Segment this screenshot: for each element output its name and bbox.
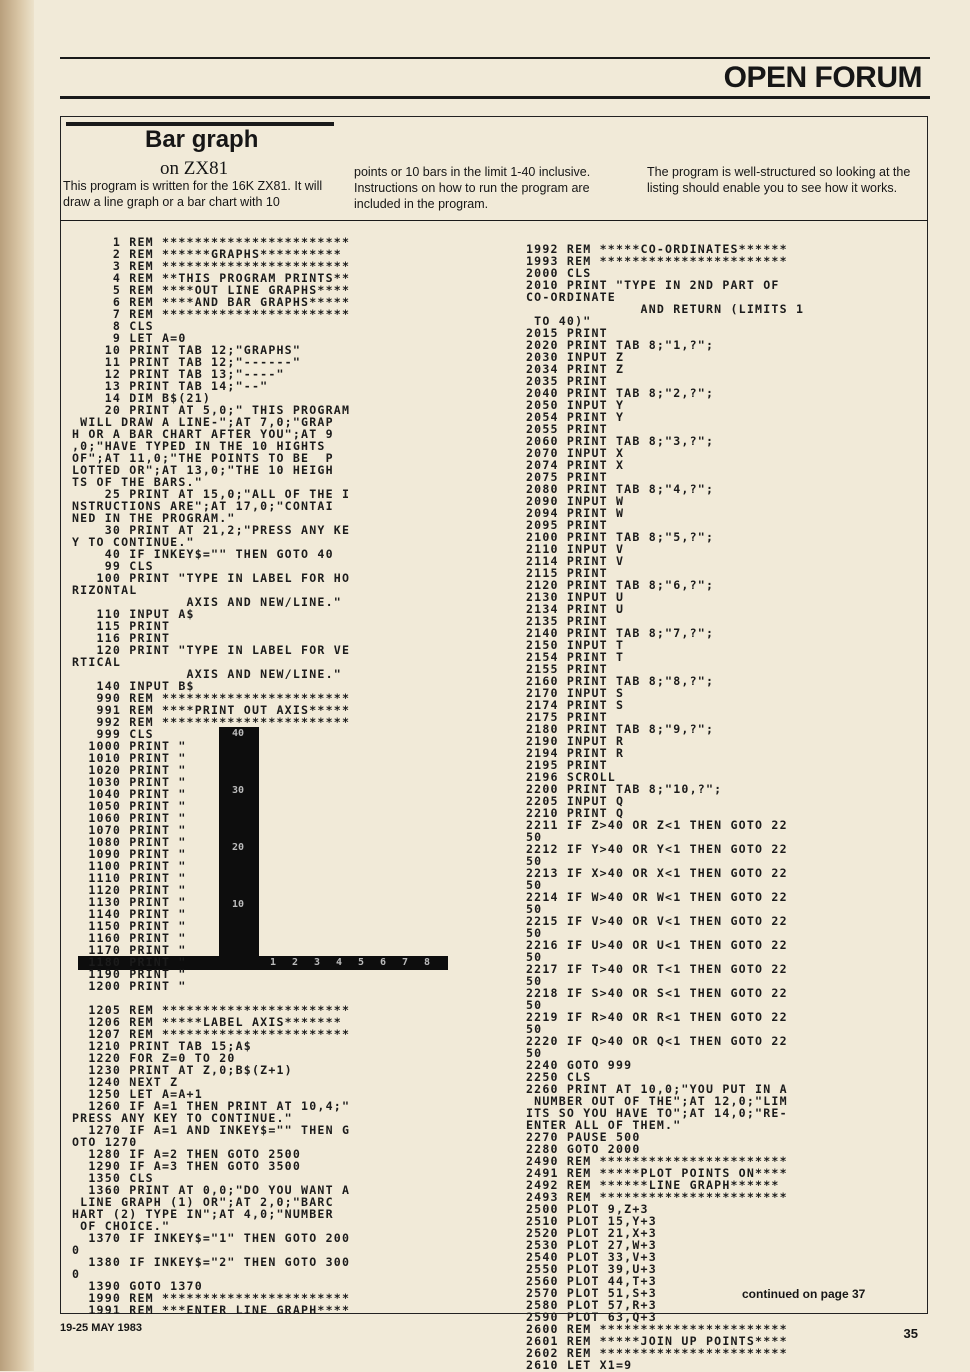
listing-left-line: 1270 IF A=1 AND INKEY$="" THEN G [72, 1123, 351, 1137]
axis-scale-30: 30 [232, 785, 245, 796]
listing-left-line: HART (2) TYPE IN";AT 4,0;"NUMBER [72, 1207, 334, 1221]
listing-right-line: 2196 SCROLL [526, 770, 616, 784]
listing-left-line: 1230 PRINT AT Z,0;B$(Z+1) [72, 1063, 293, 1077]
listing-right-line: 2060 PRINT TAB 8;"3,?"; [526, 434, 715, 448]
axis-x-label-6: 6 [380, 957, 387, 968]
listing-right-line: 50 [526, 950, 543, 964]
listing-right-line: 2075 PRINT [526, 470, 608, 484]
listing-right-line: 2130 INPUT U [526, 590, 625, 604]
listing-right-line: 2600 REM *********************** [526, 1322, 788, 1336]
listing-left-line: 991 REM ****PRINT OUT AXIS***** [72, 703, 351, 717]
program-listing-left [72, 236, 350, 1316]
listing-right-line: ITS SO YOU HAVE TO";AT 14,0;"RE- [526, 1106, 788, 1120]
listing-right-line: 2180 PRINT TAB 8;"9,?"; [526, 722, 715, 736]
listing-left-line: 1100 PRINT " [72, 859, 187, 873]
listing-left-line: TS OF THE BARS." [72, 475, 203, 489]
listing-left-line: 1200 PRINT " [72, 979, 187, 993]
listing-left-line: 1990 REM *********************** [72, 1291, 351, 1305]
listing-left-line: 1207 REM *********************** [72, 1027, 351, 1041]
listing-right-line: 50 [526, 854, 543, 868]
listing-left-line: 5 REM ****OUT LINE GRAPHS**** [72, 283, 351, 297]
listing-right-line: 2140 PRINT TAB 8;"7,?"; [526, 626, 715, 640]
listing-divider [60, 220, 928, 221]
listing-right-line: 2055 PRINT [526, 422, 608, 436]
listing-left-line: 1150 PRINT " [72, 919, 187, 933]
listing-right-line: 2218 IF S>40 OR S<1 THEN GOTO 22 [526, 986, 788, 1000]
listing-right-line: 2602 REM *********************** [526, 1346, 788, 1360]
listing-left-line: 1 REM *********************** [72, 235, 351, 249]
listing-left-line: 140 INPUT B$ [72, 679, 195, 693]
listing-right-line: 2270 PAUSE 500 [526, 1130, 641, 1144]
listing-right-line: 2580 PLOT 57,R+3 [526, 1298, 657, 1312]
listing-left-line: 999 CLS [72, 727, 154, 741]
listing-right-line: 2490 REM *********************** [526, 1154, 788, 1168]
listing-right-line: 2570 PLOT 51,S+3 [526, 1286, 657, 1300]
listing-left-line: PRESS ANY KEY TO CONTINUE." [72, 1111, 293, 1125]
listing-left-line: 1290 IF A=3 THEN GOTO 3500 [72, 1159, 302, 1173]
listing-right-line: 2210 PRINT Q [526, 806, 625, 820]
listing-right-line: 50 [526, 830, 543, 844]
axis-scale-10: 10 [232, 899, 245, 910]
listing-right-line: 2154 PRINT T [526, 650, 625, 664]
listing-left-line: 1206 REM *****LABEL AXIS******* [72, 1015, 342, 1029]
listing-right-line: 2074 PRINT X [526, 458, 625, 472]
listing-right-line: 2160 PRINT TAB 8;"8,?"; [526, 674, 715, 688]
axis-x-label-7: 7 [402, 957, 409, 968]
header-rule-top [60, 57, 930, 59]
intro-column-3: The program is well-structured so looking at the listing should enable you to see how it works. [647, 165, 911, 195]
listing-left-line: 1010 PRINT " [72, 751, 187, 765]
listing-left-line: OTO 1270 [72, 1135, 138, 1149]
axis-x-label-1: 1 [270, 957, 277, 968]
listing-left-line: 14 DIM B$(21) [72, 391, 212, 405]
listing-right-line: 2492 REM ******LINE GRAPH****** [526, 1178, 780, 1192]
listing-left-line: 1260 IF A=1 THEN PRINT AT 10,4;" [72, 1099, 351, 1113]
article-title: Bar graph [145, 126, 259, 153]
axis-x-label-3: 3 [314, 957, 321, 968]
listing-left-line: 1390 GOTO 1370 [72, 1279, 203, 1293]
listing-right-line: 2135 PRINT [526, 614, 608, 628]
listing-left-line: 1020 PRINT " [72, 763, 187, 777]
listing-right-line: 2000 CLS [526, 266, 592, 280]
listing-right-line: 2090 INPUT W [526, 494, 625, 508]
listing-left-line: 7 REM *********************** [72, 307, 351, 321]
listing-left-line: OF CHOICE." [72, 1219, 171, 1233]
issue-date: 19-25 MAY 1983 [60, 1322, 142, 1334]
listing-left-line: ,0;"HAVE TYPED IN THE 10 HIGHTS [72, 439, 326, 453]
listing-right-line: 2211 IF Z>40 OR Z<1 THEN GOTO 22 [526, 818, 788, 832]
listing-left-line: 0 [72, 1267, 81, 1281]
listing-left-line: 1350 CLS [72, 1171, 154, 1185]
listing-left-line: 990 REM *********************** [72, 691, 351, 705]
listing-right-line: NUMBER OUT OF THE";AT 12,0;"LIM [526, 1094, 788, 1108]
listing-left-line: 1110 PRINT " [72, 871, 187, 885]
listing-right-line: 2050 INPUT Y [526, 398, 625, 412]
listing-left-line: NSTRUCTIONS ARE";AT 17,0;"CONTAI [72, 499, 334, 513]
listing-left-line: 1170 PRINT " [72, 943, 187, 957]
continued-note: continued on page 37 [742, 1287, 866, 1301]
listing-right-line: 2170 INPUT S [526, 686, 625, 700]
listing-left-line: 1040 PRINT " [72, 787, 187, 801]
page-spine-shadow [0, 0, 34, 1371]
header-rule-bottom [60, 96, 930, 99]
listing-left-line: 1220 FOR Z=0 TO 20 [72, 1051, 236, 1065]
listing-left-line: 1050 PRINT " [72, 799, 187, 813]
listing-left-line: RIZONTAL [72, 583, 138, 597]
axis-x-label-2: 2 [292, 957, 299, 968]
listing-left-line: 1370 IF INKEY$="1" THEN GOTO 200 [72, 1231, 351, 1245]
listing-right-line: 2219 IF R>40 OR R<1 THEN GOTO 22 [526, 1010, 788, 1024]
listing-right-line: 2240 GOTO 999 [526, 1058, 633, 1072]
listing-right-line: 2590 PLOT 63,Q+3 [526, 1310, 657, 1324]
listing-right-line: 2493 REM *********************** [526, 1190, 788, 1204]
listing-left-line: 1030 PRINT " [72, 775, 187, 789]
listing-left-line: 1180 PRINT " [72, 955, 187, 969]
listing-right-line: 2217 IF T>40 OR T<1 THEN GOTO 22 [526, 962, 788, 976]
listing-right-line: 2175 PRINT [526, 710, 608, 724]
listing-right-line: 2280 GOTO 2000 [526, 1142, 641, 1156]
listing-right-line: 2530 PLOT 27,W+3 [526, 1238, 657, 1252]
listing-left-line: LOTTED OR";AT 13,0;"THE 10 HEIGH [72, 463, 334, 477]
listing-left-line: 992 REM *********************** [72, 715, 351, 729]
listing-right-line: 50 [526, 1022, 543, 1036]
axis-scale-20: 20 [232, 842, 245, 853]
listing-right-line: 1993 REM *********************** [526, 254, 788, 268]
listing-left-line: 4 REM **THIS PROGRAM PRINTS** [72, 271, 351, 285]
listing-right-line: 2190 INPUT R [526, 734, 625, 748]
listing-left-line: 1090 PRINT " [72, 847, 187, 861]
listing-right-line: 2500 PLOT 9,Z+3 [526, 1202, 649, 1216]
listing-left-line: 1250 LET A=A+1 [72, 1087, 203, 1101]
listing-left-line: 1380 IF INKEY$="2" THEN GOTO 300 [72, 1255, 351, 1269]
intro-column-1: This program is written for the 16K ZX81. It will draw a line graph or a bar chart with 10 [63, 179, 323, 209]
listing-right-line: 2200 PRINT TAB 8;"10,?"; [526, 782, 723, 796]
listing-right-line: 2216 IF U>40 OR U<1 THEN GOTO 22 [526, 938, 788, 952]
intro-column-2: points or 10 bars in the limit 1-40 inclusive. Instructions on how to run the program are included in the program. [354, 165, 591, 211]
listing-right-line: 2054 PRINT Y [526, 410, 625, 424]
listing-left-line: NED IN THE PROGRAM." [72, 511, 236, 525]
listing-left-line: AXIS AND NEW/LINE." [72, 595, 342, 609]
listing-right-line: 2601 REM *****JOIN UP POINTS**** [526, 1334, 788, 1348]
listing-right-line: 2114 PRINT V [526, 554, 625, 568]
listing-left-line: LINE GRAPH (1) OR";AT 2,0;"BARC [72, 1195, 334, 1209]
listing-left-line: 1160 PRINT " [72, 931, 187, 945]
listing-right-line: 2110 INPUT V [526, 542, 625, 556]
listing-right-line: 2520 PLOT 21,X+3 [526, 1226, 657, 1240]
listing-left-line: 1000 PRINT " [72, 739, 187, 753]
listing-left-line: 12 PRINT TAB 13;"----" [72, 367, 285, 381]
listing-left-line: 1140 PRINT " [72, 907, 187, 921]
listing-right-line: AND RETURN (LIMITS 1 [526, 302, 805, 316]
listing-right-line: 50 [526, 902, 543, 916]
listing-right-line: TO 40)" [526, 314, 592, 328]
listing-right-line: 2094 PRINT W [526, 506, 625, 520]
listing-right-line: 50 [526, 878, 543, 892]
listing-right-line: 2510 PLOT 15,Y+3 [526, 1214, 657, 1228]
section-header: OPEN FORUM [723, 61, 922, 94]
listing-left-line: 110 INPUT A$ [72, 607, 195, 621]
listing-right-line: 2260 PRINT AT 10,0;"YOU PUT IN A [526, 1082, 788, 1096]
listing-left-line: 1280 IF A=2 THEN GOTO 2500 [72, 1147, 302, 1161]
listing-left-line: 1080 PRINT " [72, 835, 187, 849]
listing-right-line: 2115 PRINT [526, 566, 608, 580]
listing-right-line: 2035 PRINT [526, 374, 608, 388]
listing-right-line: 2214 IF W>40 OR W<1 THEN GOTO 22 [526, 890, 788, 904]
listing-right-line: 2134 PRINT U [526, 602, 625, 616]
listing-right-line: 2540 PLOT 33,V+3 [526, 1250, 657, 1264]
listing-right-line: 2195 PRINT [526, 758, 608, 772]
listing-left-line: 100 PRINT "TYPE IN LABEL FOR HO [72, 571, 351, 585]
listing-left-line: 8 CLS [72, 319, 154, 333]
listing-left-line: 1070 PRINT " [72, 823, 187, 837]
listing-left-line: 1130 PRINT " [72, 895, 187, 909]
listing-left-line: 115 PRINT [72, 619, 171, 633]
listing-right-line: 2550 PLOT 39,U+3 [526, 1262, 657, 1276]
listing-right-line: 2070 INPUT X [526, 446, 625, 460]
listing-left-line: 116 PRINT [72, 631, 171, 645]
axis-x-label-5: 5 [358, 957, 365, 968]
listing-left-line: 1190 PRINT " [72, 967, 187, 981]
listing-right-line: 2015 PRINT [526, 326, 608, 340]
listing-left-line: 40 IF INKEY$="" THEN GOTO 40 [72, 547, 334, 561]
listing-left-line: 1240 NEXT Z [72, 1075, 179, 1089]
listing-right-line: 2213 IF X>40 OR X<1 THEN GOTO 22 [526, 866, 788, 880]
program-listing-right [526, 243, 804, 1371]
listing-right-line: 2040 PRINT TAB 8;"2,?"; [526, 386, 715, 400]
listing-right-line: 2100 PRINT TAB 8;"5,?"; [526, 530, 715, 544]
listing-left-line: 0 [72, 1243, 81, 1257]
listing-right-line: 2205 INPUT Q [526, 794, 625, 808]
listing-left-line: H OR A BAR CHART AFTER YOU";AT 9 [72, 427, 334, 441]
listing-right-line: 2095 PRINT [526, 518, 608, 532]
listing-left-line: AXIS AND NEW/LINE." [72, 667, 342, 681]
listing-right-line: 2020 PRINT TAB 8;"1,?"; [526, 338, 715, 352]
axis-scale-40: 40 [232, 728, 245, 739]
listing-right-line: 2560 PLOT 44,T+3 [526, 1274, 657, 1288]
listing-right-line: 2215 IF V>40 OR V<1 THEN GOTO 22 [526, 914, 788, 928]
listing-right-line: 2120 PRINT TAB 8;"6,?"; [526, 578, 715, 592]
listing-left-line: 25 PRINT AT 15,0;"ALL OF THE I [72, 487, 351, 501]
listing-left-line: Y TO CONTINUE." [72, 535, 195, 549]
listing-left-line: 1205 REM *********************** [72, 1003, 351, 1017]
listing-left-line: 6 REM ****AND BAR GRAPHS***** [72, 295, 351, 309]
listing-right-line: 50 [526, 926, 543, 940]
listing-right-line: 2080 PRINT TAB 8;"4,?"; [526, 482, 715, 496]
listing-left-line: 2 REM ******GRAPHS********** [72, 247, 342, 261]
listing-left-line: RTICAL [72, 655, 122, 669]
listing-right-line: 2491 REM *****PLOT POINTS ON**** [526, 1166, 788, 1180]
listing-right-line: 50 [526, 998, 543, 1012]
listing-right-line: 2174 PRINT S [526, 698, 625, 712]
listing-left-line: 1991 REM ***ENTER LINE GRAPH**** [72, 1303, 351, 1317]
listing-left-line: 11 PRINT TAB 12;"------" [72, 355, 302, 369]
listing-left-line: 99 CLS [72, 559, 154, 573]
article-subtitle: on ZX81 [160, 158, 229, 179]
listing-right-line: 2194 PRINT R [526, 746, 625, 760]
listing-right-line: 2010 PRINT "TYPE IN 2ND PART OF [526, 278, 780, 292]
listing-right-line: 2155 PRINT [526, 662, 608, 676]
listing-left-line: 1360 PRINT AT 0,0;"DO YOU WANT A [72, 1183, 351, 1197]
listing-left-line: 30 PRINT AT 21,2;"PRESS ANY KE [72, 523, 351, 537]
listing-left-line: 13 PRINT TAB 14;"--" [72, 379, 269, 393]
page-number: 35 [903, 1326, 918, 1341]
listing-right-line: 2030 INPUT Z [526, 350, 625, 364]
listing-left-line: WILL DRAW A LINE-";AT 7,0;"GRAP [72, 415, 334, 429]
listing-right-line: 2212 IF Y>40 OR Y<1 THEN GOTO 22 [526, 842, 788, 856]
listing-left-line: 20 PRINT AT 5,0;" THIS PROGRAM [72, 403, 351, 417]
listing-right-line: 2150 INPUT T [526, 638, 625, 652]
listing-right-line: 50 [526, 1046, 543, 1060]
axis-x-label-8: 8 [424, 957, 431, 968]
listing-right-line: 2250 CLS [526, 1070, 592, 1084]
listing-left-line: 1120 PRINT " [72, 883, 187, 897]
listing-left-line: 120 PRINT "TYPE IN LABEL FOR VE [72, 643, 351, 657]
listing-right-line: 1992 REM *****CO-ORDINATES****** [526, 242, 788, 256]
listing-left-line: 1060 PRINT " [72, 811, 187, 825]
listing-right-line: 2220 IF Q>40 OR Q<1 THEN GOTO 22 [526, 1034, 788, 1048]
listing-left-line: 3 REM *********************** [72, 259, 351, 273]
listing-right-line: 2034 PRINT Z [526, 362, 625, 376]
listing-right-line: 2610 LET X1=9 [526, 1358, 633, 1372]
listing-right-line: 50 [526, 974, 543, 988]
listing-left-line: OF";AT 11,0;"THE POINTS TO BE P [72, 451, 334, 465]
listing-right-line: ENTER ALL OF THEM." [526, 1118, 682, 1132]
listing-right-line: CO-ORDINATE [526, 290, 616, 304]
listing-left-line: 10 PRINT TAB 12;"GRAPHS" [72, 343, 302, 357]
listing-left-line: 9 LET A=0 [72, 331, 187, 345]
listing-left-line: 1210 PRINT TAB 15;A$ [72, 1039, 252, 1053]
axis-x-label-4: 4 [336, 957, 343, 968]
